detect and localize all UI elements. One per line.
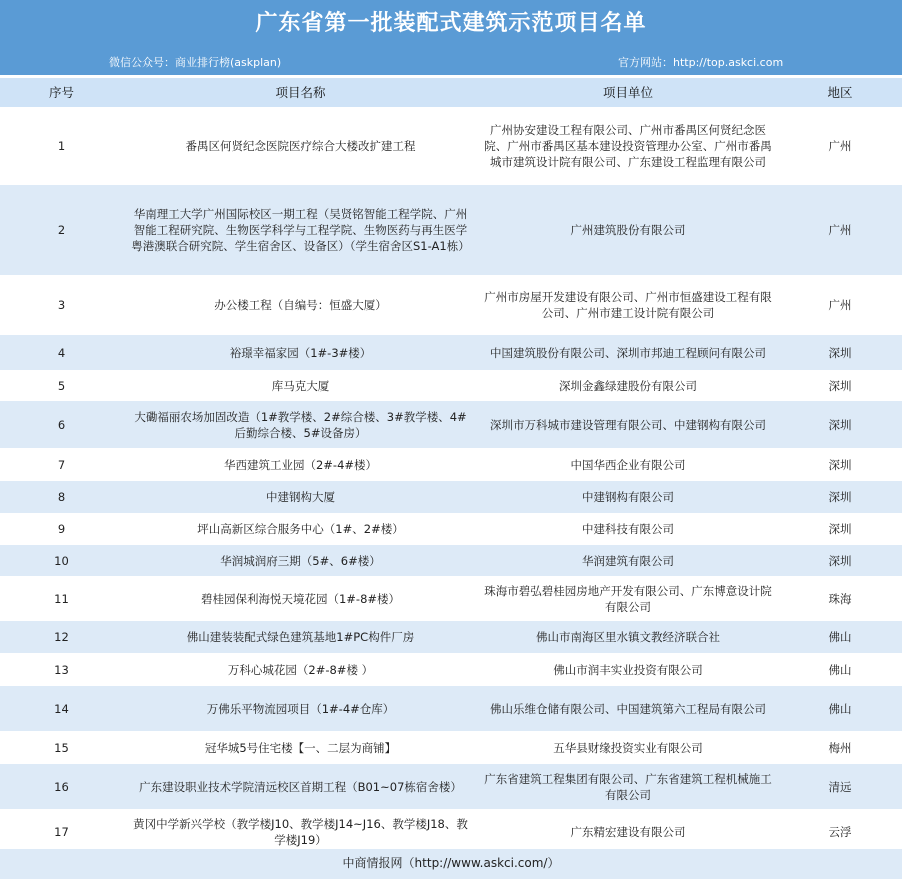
project-region: 深圳 bbox=[778, 545, 902, 576]
table-row bbox=[0, 686, 902, 731]
project-unit: 佛山乐维仓储有限公司、中国建筑第六工程局有限公司 bbox=[478, 686, 778, 731]
project-name: 华润城润府三期（5#、6#楼） bbox=[123, 545, 478, 576]
row-no: 2 bbox=[0, 185, 123, 275]
project-unit: 广东省建筑工程集团有限公司、广东省建筑工程机械施工有限公司 bbox=[478, 764, 778, 809]
row-no: 9 bbox=[0, 513, 123, 545]
project-unit: 佛山市润丰实业投资有限公司 bbox=[478, 653, 778, 686]
project-unit: 佛山市南海区里水镇文教经济联合社 bbox=[478, 621, 778, 653]
table-row bbox=[0, 335, 902, 370]
row-no: 3 bbox=[0, 275, 123, 335]
project-unit: 华润建筑有限公司 bbox=[478, 545, 778, 576]
row-no: 11 bbox=[0, 576, 123, 621]
project-region: 深圳 bbox=[778, 370, 902, 401]
project-region: 佛山 bbox=[778, 653, 902, 686]
project-region: 云浮 bbox=[778, 809, 902, 854]
project-unit: 中国华西企业有限公司 bbox=[478, 448, 778, 481]
table-row bbox=[0, 275, 902, 335]
wechat-account: 微信公众号：商业排行榜(askplan) bbox=[109, 56, 282, 69]
project-name: 办公楼工程（自编号：恒盛大厦） bbox=[123, 275, 478, 335]
row-no: 12 bbox=[0, 621, 123, 653]
project-region: 广州 bbox=[778, 275, 902, 335]
project-region: 佛山 bbox=[778, 621, 902, 653]
project-name: 佛山建装装配式绿色建筑基地1#PC构件厂房 bbox=[123, 621, 478, 653]
project-unit: 深圳市万科城市建设管理有限公司、中建钢构有限公司 bbox=[478, 401, 778, 448]
column-header-name: 项目名称 bbox=[123, 78, 478, 107]
project-unit: 广州建筑股份有限公司 bbox=[478, 185, 778, 275]
row-no: 13 bbox=[0, 653, 123, 686]
page-title: 广东省第一批装配式建筑示范项目名单 bbox=[255, 11, 647, 36]
table-row bbox=[0, 576, 902, 621]
project-region: 广州 bbox=[778, 107, 902, 185]
table-row bbox=[0, 545, 902, 576]
project-name: 中建钢构大厦 bbox=[123, 481, 478, 513]
column-header-unit: 项目单位 bbox=[478, 78, 778, 107]
row-no: 17 bbox=[0, 809, 123, 854]
row-no: 15 bbox=[0, 731, 123, 764]
table-row bbox=[0, 513, 902, 545]
project-region: 深圳 bbox=[778, 513, 902, 545]
project-region: 广州 bbox=[778, 185, 902, 275]
project-unit: 五华县财缘投资实业有限公司 bbox=[478, 731, 778, 764]
table-header-row bbox=[0, 78, 902, 107]
table-row bbox=[0, 107, 902, 185]
row-no: 1 bbox=[0, 107, 123, 185]
project-name: 库马克大厦 bbox=[123, 370, 478, 401]
row-no: 8 bbox=[0, 481, 123, 513]
project-region: 梅州 bbox=[778, 731, 902, 764]
table-row bbox=[0, 731, 902, 764]
project-unit: 广州市房屋开发建设有限公司、广州市恒盛建设工程有限公司、广州市建工设计院有限公司 bbox=[478, 275, 778, 335]
website-url: 官方网站：http://top.askci.com bbox=[618, 56, 784, 69]
project-unit: 珠海市碧弘碧桂园房地产开发有限公司、广东博意设计院有限公司 bbox=[478, 576, 778, 621]
table-row bbox=[0, 809, 902, 854]
project-region: 清远 bbox=[778, 764, 902, 809]
project-name: 裕璟幸福家园（1#-3#楼） bbox=[123, 335, 478, 370]
project-unit: 中建钢构有限公司 bbox=[478, 481, 778, 513]
project-unit: 广东精宏建设有限公司 bbox=[478, 809, 778, 854]
project-name: 黄冈中学新兴学校（教学楼J10、教学楼J14~J16、教学楼J18、教学楼J19） bbox=[123, 809, 478, 854]
project-name: 万佛乐平物流园项目（1#-4#仓库） bbox=[123, 686, 478, 731]
project-region: 深圳 bbox=[778, 335, 902, 370]
table-row bbox=[0, 764, 902, 809]
project-region: 深圳 bbox=[778, 448, 902, 481]
table-row bbox=[0, 448, 902, 481]
project-name: 坪山高新区综合服务中心（1#、2#楼） bbox=[123, 513, 478, 545]
row-no: 10 bbox=[0, 545, 123, 576]
project-name: 广东建设职业技术学院清远校区首期工程（B01~07栋宿舍楼） bbox=[123, 764, 478, 809]
project-name: 万科心城花园（2#-8#楼 ） bbox=[123, 653, 478, 686]
project-region: 佛山 bbox=[778, 686, 902, 731]
row-no: 4 bbox=[0, 335, 123, 370]
footer-source: 中商情报网（http://www.askci.com/） bbox=[0, 849, 902, 879]
project-region: 深圳 bbox=[778, 401, 902, 448]
project-name: 华西建筑工业园（2#-4#楼） bbox=[123, 448, 478, 481]
table-row bbox=[0, 621, 902, 653]
page-header bbox=[0, 0, 902, 75]
project-unit: 中建科技有限公司 bbox=[478, 513, 778, 545]
table-row bbox=[0, 370, 902, 401]
table-row bbox=[0, 185, 902, 275]
project-unit: 中国建筑股份有限公司、深圳市邦迪工程顾问有限公司 bbox=[478, 335, 778, 370]
table-row bbox=[0, 481, 902, 513]
project-unit: 深圳金鑫绿建股份有限公司 bbox=[478, 370, 778, 401]
table-row bbox=[0, 653, 902, 686]
column-header-region: 地区 bbox=[778, 78, 902, 107]
project-name: 碧桂园保利海悦天境花园（1#-8#楼） bbox=[123, 576, 478, 621]
row-no: 16 bbox=[0, 764, 123, 809]
project-name: 华南理工大学广州国际校区一期工程（吴贤铭智能工程学院、广州智能工程研究院、生物医学科学与工程学院、生物医药与再生医学粤港澳联合研究院、学生宿舍区、设备区）（学生宿舍区S1-A1栋） bbox=[123, 185, 478, 275]
project-name: 番禺区何贤纪念医院医疗综合大楼改扩建工程 bbox=[123, 107, 478, 185]
project-region: 深圳 bbox=[778, 481, 902, 513]
project-region: 珠海 bbox=[778, 576, 902, 621]
table-row bbox=[0, 401, 902, 448]
project-name: 冠华城5号住宅楼【一、二层为商铺】 bbox=[123, 731, 478, 764]
project-name: 大磡福丽农场加固改造（1#教学楼、2#综合楼、3#教学楼、4#后勤综合楼、5#设备房） bbox=[123, 401, 478, 448]
row-no: 5 bbox=[0, 370, 123, 401]
row-no: 6 bbox=[0, 401, 123, 448]
column-header-no: 序号 bbox=[0, 78, 123, 107]
row-no: 14 bbox=[0, 686, 123, 731]
row-no: 7 bbox=[0, 448, 123, 481]
project-unit: 广州协安建设工程有限公司、广州市番禺区何贤纪念医院、广州市番禺区基本建设投资管理办公室、广州市番禺城市建筑设计院有限公司、广东建设工程监理有限公司 bbox=[478, 107, 778, 185]
project-table bbox=[0, 78, 902, 854]
